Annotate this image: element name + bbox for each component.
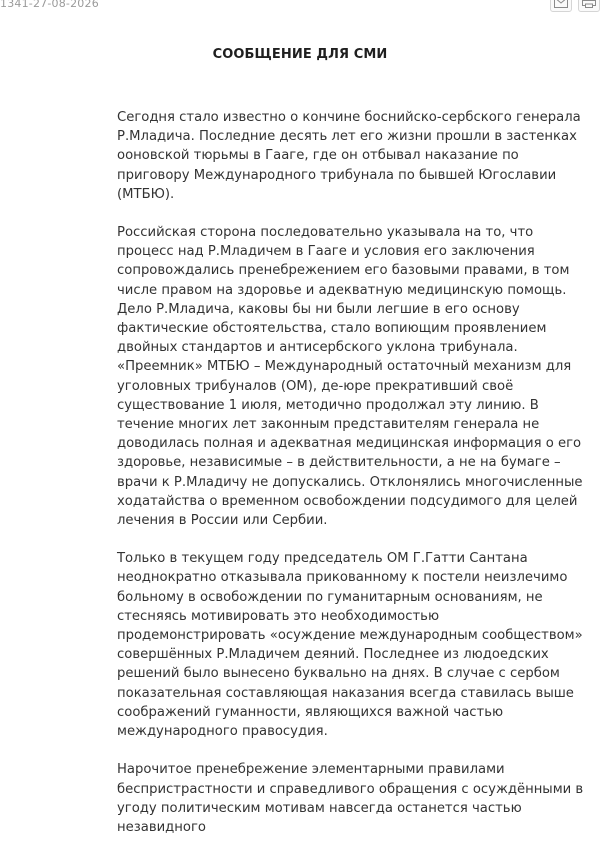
paragraph-1: Сегодня стало известно о кончине боснийско-сербского генерала Р.Младича. Последние десять лет его жизни прошли в застенках ооновской тюрьмы в Гааге, где он отбывал наказание по приговору Международного трибунала по бывшей Югославии (МТБЮ).	[117, 110, 581, 202]
paragraph-4: Нарочитое пренебрежение элементарными правилами беспристрастности и справедливого обращения с осуждёнными в угоду политическим мотивам навсегда останется частью незавидного	[117, 762, 584, 835]
print-button[interactable]	[578, 0, 600, 12]
page-title: СООБЩЕНИЕ ДЛЯ СМИ	[212, 47, 388, 62]
paragraph-2: Российская сторона последовательно указывала на то, что процесс над Р.Младичем в Гааге и условия его заключения сопровождались пренебрежением его базовыми правами, в том числе правом на здоровье и адекватную медицинскую помощь. Дело Р.Младича, каковы бы ни были легшие в его основу фактические обстоятельства, стало вопиющим проявлением двойных стандартов и антисербского уклона трибунала. «Преемник» МТБЮ – Международный остаточный механизм для уголовных трибуналов (ОМ), де-юре прекративший своё существование 1 июля, методично продолжал эту линию. В течение многих лет законным представителям генерала не доводилась полная и адекватная медицинская информация о его здоровье, независимые – в действительности, а не на бумаге – врачи к Р.Младичу не допускались. Отклонялись многочисленные ходатайства о временном освобождении подсудимого для целей лечения в России или Сербии.	[117, 225, 583, 529]
print-icon	[582, 0, 596, 8]
mail-icon	[554, 0, 568, 8]
document-id: 1341-27-08-2026	[0, 0, 99, 10]
article-body	[117, 108, 587, 856]
toolbar	[550, 0, 600, 12]
paragraph-3: Только в текущем году председатель ОМ Г.Гатти Сантана неоднократно отказывала прикованному к постели неизлечимо больному в освобождении по гуманитарным основаниям, не стесняясь мотивировать это необходимостью продемонстрировать «осуждение международным сообществом» совершённых Р.Младичем деяний. Последнее из людоедских решений было вынесено буквально на днях. В случае с сербом показательная составляющая наказания всегда ставилась выше соображений гуманности, являющихся важной частью международного правосудия.	[117, 551, 583, 740]
mail-button[interactable]	[550, 0, 572, 12]
